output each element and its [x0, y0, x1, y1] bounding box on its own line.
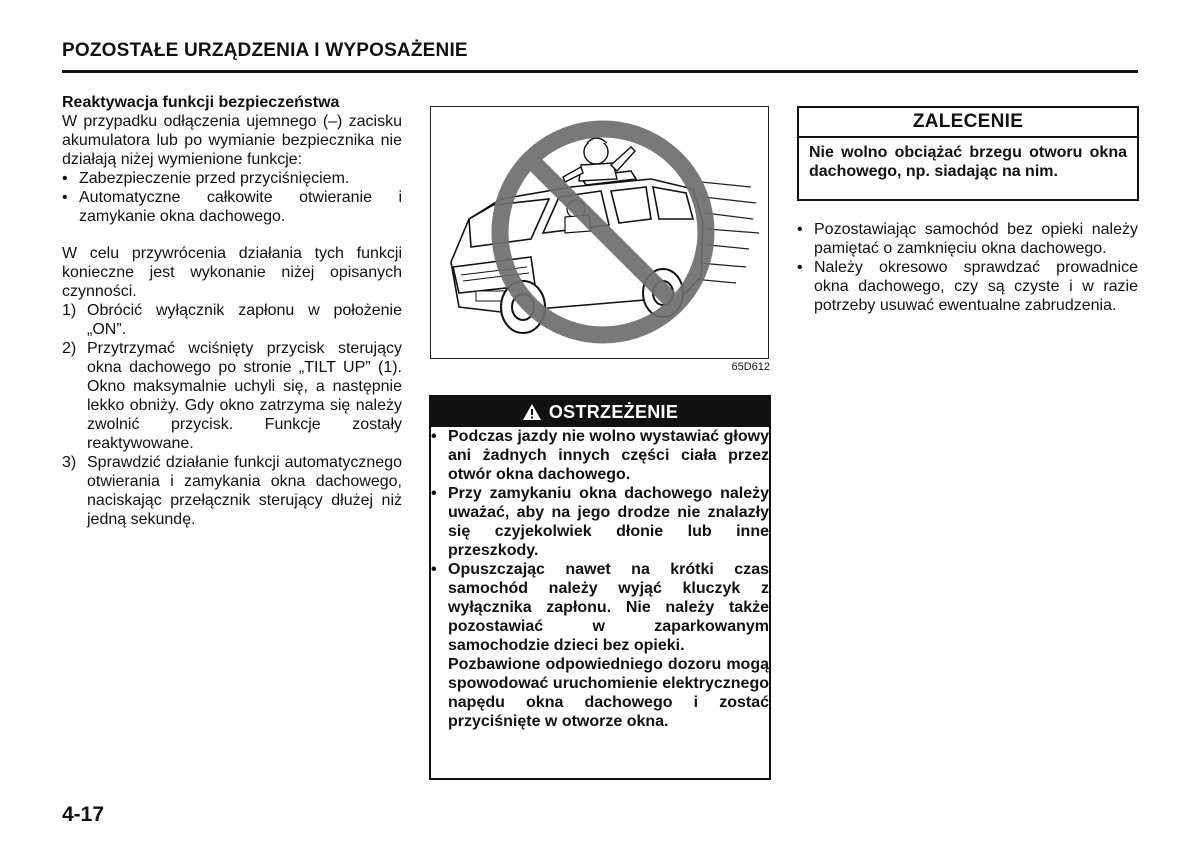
warning-text: Podczas jazdy nie wolno wystawiać głowy ani żadnych innych części ciała przez otwór okna dachowego.	[448, 428, 769, 483]
warning-text: Przy zamykaniu okna dachowego należy uważać, aby na jego drodze nie znalazły się czyjekolwiek dłonie lub inne przeszkody.	[448, 485, 769, 559]
sunroof-illustration	[430, 106, 769, 359]
warning-item	[431, 427, 769, 484]
warning-text: Opuszczając nawet na krótki czas samochód należy wyjąć kluczyk z wyłącznika zapłonu. Nie należy także pozostawiać w zaparkowanym samochodzie dzieci bez opieki.	[448, 561, 769, 654]
caution-title: ZALECENIE	[799, 108, 1137, 138]
restore-paragraph: W celu przywrócenia działania tych funkcji konieczne jest wykonanie niżej opisanych czynności.	[62, 245, 402, 300]
warning-item	[431, 560, 769, 731]
caution-text: Nie wolno obciążać brzegu otworu okna dachowego, np. siadając na nim.	[809, 144, 1127, 180]
step-text: Przytrzymać wciśnięty przycisk sterujący okna dachowego po stronie „TILT UP” (1). Okno maksymalnie uchyli się, a następnie lekko obniży. Gdy okno zatrzyma się należy zwolnić przycisk. Funkcje zostały reaktywowane.	[87, 340, 402, 452]
step-number: 3)	[62, 454, 77, 471]
step-number: 1)	[62, 302, 77, 319]
step-text: Sprawdzić działanie funkcji automatycznego otwierania i zamykania okna dachowego, naciskając przełącznik sterujący dłużej niż jedną sekundę.	[87, 454, 402, 528]
advice-list	[797, 220, 1138, 315]
step-number: 2)	[62, 340, 77, 357]
list-item: • Zabezpieczenie przed przyciśnięciem.	[62, 169, 402, 188]
warning-box	[429, 395, 771, 780]
step-item	[62, 453, 402, 529]
page-number: 4-17	[62, 803, 105, 826]
caution-box	[797, 106, 1139, 201]
function-list	[62, 169, 402, 226]
warning-item	[431, 484, 769, 560]
step-item	[62, 339, 402, 453]
warning-list	[431, 427, 769, 731]
section-heading: Reaktywacja funkcji bezpieczeństwa	[62, 94, 340, 111]
left-column	[62, 93, 402, 529]
intro-paragraph: W przypadku odłączenia ujemnego (–) zacisku akumulatora lub po wymianie bezpiecznika nie działają niżej wymienione funkcje:	[62, 113, 402, 168]
warning-extra-text: Pozbawione odpowiedniego dozoru mogą spowodować uruchomienie elektrycznego napędu okna dachowego i zostać przyciśnięte w otworze okna.	[448, 656, 769, 730]
list-item: • Należy okresowo sprawdzać prowadnice okna dachowego, czy są czyste i w razie potrzeby usuwać ewentualne zabrudzenia.	[797, 258, 1138, 315]
warning-triangle-icon	[522, 403, 542, 421]
figure-code: 65D612	[731, 361, 770, 373]
step-text: Obrócić wyłącznik zapłonu w położenie „ON”.	[87, 302, 402, 338]
steps-list	[62, 301, 402, 529]
list-item: • Pozostawiając samochód bez opieki należy pamiętać o zamknięciu okna dachowego.	[797, 220, 1138, 258]
page-title: POZOSTAŁE URZĄDZENIA I WYPOSAŻENIE	[62, 40, 468, 61]
header-divider	[62, 70, 1138, 73]
car-prohibition-drawing	[431, 107, 768, 358]
step-item	[62, 301, 402, 339]
right-column	[797, 220, 1138, 315]
warning-title: OSTRZEŻENIE	[548, 401, 679, 422]
list-item: • Automatyczne całkowite otwieranie i zamykanie okna dachowego.	[62, 188, 402, 226]
warning-header	[431, 397, 769, 427]
